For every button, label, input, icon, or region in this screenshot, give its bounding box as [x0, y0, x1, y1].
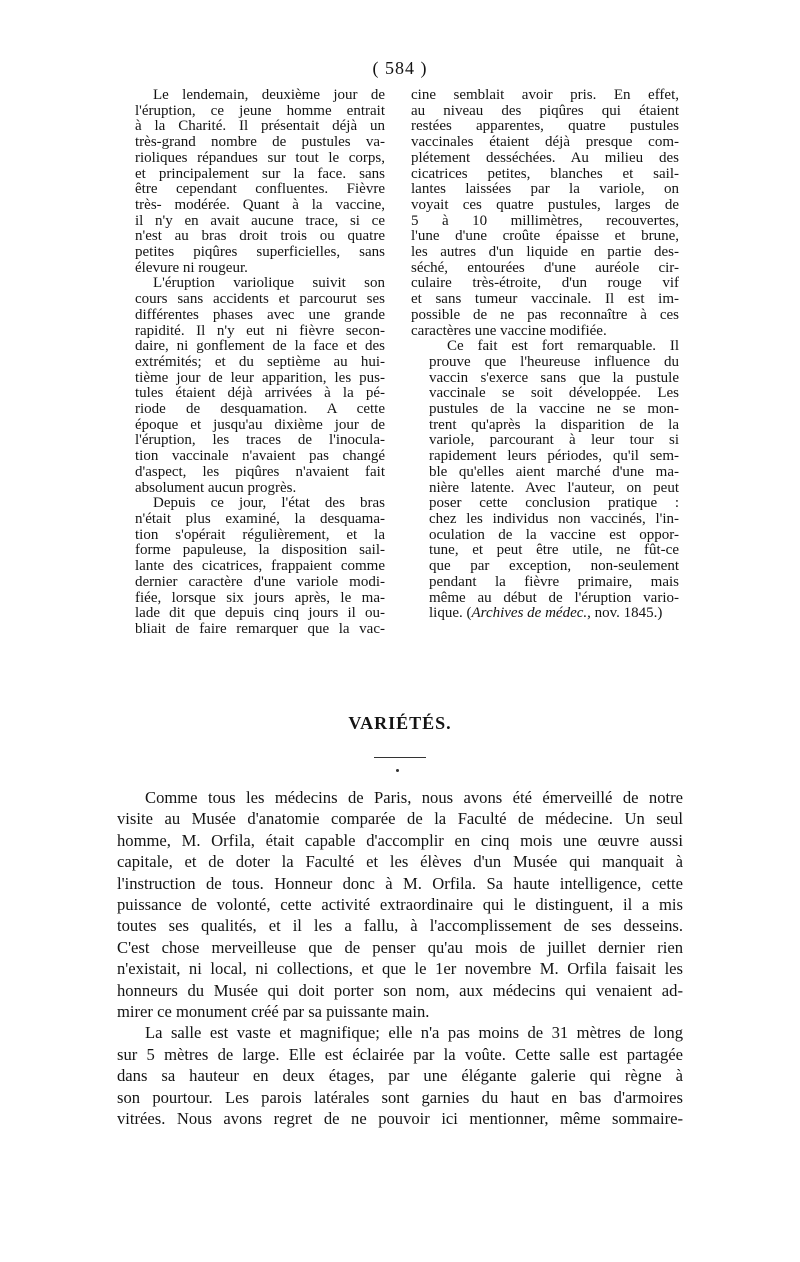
text-line: lantes laissées par la variole, on [411, 181, 679, 198]
text-line: sur 5 mètres de large. Elle est éclairée par la voûte. Cette salle est partagée [117, 1044, 683, 1064]
text-line: riode de desquamation. A cette [135, 401, 385, 418]
text-line: pendant la fièvre primaire, mais [429, 573, 679, 590]
text-line: que par exception, non-seulement [429, 558, 679, 575]
text-line: bliait de faire remarquer que la vac- [135, 620, 385, 637]
text-line: n'est au bras droit trois ou quatre [135, 228, 385, 245]
text-line: tion s'opérait régulièrement, et la [135, 526, 385, 543]
paragraph-lines [411, 339, 679, 606]
citation-source: Archives de médec. [471, 605, 588, 622]
text-line: vaccinales étaient déjà presque com- [411, 134, 679, 151]
paragraph [117, 787, 683, 1022]
text-line: séché, entourées d'une auréole cir- [411, 259, 679, 276]
text-line: et principalement sur la face. sans [135, 165, 385, 182]
text-line: C'est chose merveilleuse que de penser qu'au mois de juillet dernier rien [117, 937, 683, 957]
text-line: cours sans accidents et parcourut ses [135, 291, 385, 308]
text-line: visite au Musée d'anatomie comparée de la Faculté de médecine. Un seul [117, 809, 683, 829]
text-line: chez les individus non vaccinés, l'in- [429, 510, 679, 527]
text-line: même au début de l'éruption vario- [429, 589, 679, 606]
text-line: puissance de volonté, cette activité extraordinaire qui le distinguent, il a mis [117, 895, 683, 915]
text-line: pustules de la vaccine ne se mon- [429, 401, 679, 418]
text-line: différentes phases avec une grande [135, 306, 385, 323]
text-line: et sans tumeur vaccinale. Il est im- [411, 291, 679, 308]
text-line: époque et jusqu'au dixième jour de [135, 416, 385, 433]
text-line: tune, et peut être utile, ne fût-ce [429, 542, 679, 559]
text-line: vaccinale se soit développée. Les [429, 385, 679, 402]
text-line: très-grand nombre de pustules va- [135, 134, 385, 151]
text-line: trent qu'après la disparition de la [429, 416, 679, 433]
title-ornament [396, 769, 399, 772]
text-line: au niveau des piqûres qui étaient [411, 102, 679, 119]
text-line: Depuis ce jour, l'état des bras [153, 495, 385, 512]
text-line: La salle est vaste et magnifique; elle n'a pas moins de 31 mètres de long [145, 1023, 683, 1043]
text-line: l'une d'une croûte épaisse et brune, [411, 228, 679, 245]
text-line: l'instruction de tous. Honneur donc à M. Orfila. Sa haute intelligence, cette [117, 873, 683, 893]
text-line: oculation de la vaccine est oppor- [429, 526, 679, 543]
text-line: n'existait, ni local, ni collections, et que le 1er novembre M. Orfila faisait les [117, 959, 683, 979]
title-rule [374, 757, 426, 758]
text-line: rapidement leurs périodes, qu'il sem- [429, 448, 679, 465]
paragraph [411, 339, 679, 622]
text-line: culaire très-étroite, d'un rouge vif [411, 275, 679, 292]
text-line: L'éruption variolique suivit son [153, 275, 385, 292]
text-line: honneurs du Musée qui doit porter son nom, aux médecins qui venaient ad- [117, 980, 683, 1000]
text-line: d'aspect, les piqûres n'avaient fait [135, 463, 385, 480]
text-line: vitrées. Nous avons regret de ne pouvoir ici mentionner, même sommaire- [117, 1109, 683, 1129]
citation-prefix: lique. ( [429, 605, 472, 622]
text-line: extrémités; et du septième au hui- [135, 353, 385, 370]
text-line: prouve que l'heureuse influence du [429, 353, 679, 370]
text-line: ble qu'elles aient marché d'une ma- [429, 463, 679, 480]
text-line: plétement desséchées. Au milieu des [411, 149, 679, 166]
paragraph [117, 496, 385, 637]
paragraph [117, 1022, 683, 1129]
citation-suffix: , nov. 1845.) [587, 605, 663, 622]
text-line: Comme tous les médecins de Paris, nous avons été émerveillé de notre [145, 788, 683, 807]
text-line: il n'y en avait aucune trace, si ce [135, 212, 385, 229]
text-line: tième jour de leur apparition, les pus- [135, 369, 385, 386]
text-line: Le lendemain, deuxième jour de [153, 87, 385, 103]
section-title: VARIÉTÉS. [348, 713, 452, 733]
text-line: variole, parcourant à leur tour si [429, 432, 679, 449]
text-line: élevure ni rougeur. [135, 259, 248, 276]
text-line: capitale, et de doter la Faculté et les élèves d'un Musée qui manquait à [117, 852, 683, 872]
text-line [411, 606, 679, 622]
text-line: tules étaient déjà arrivées à la pé- [135, 385, 385, 402]
paragraph [117, 276, 385, 496]
text-line: forme papuleuse, la disposition sail- [135, 542, 385, 559]
text-line: très- modérée. Quant à la vaccine, [135, 196, 385, 213]
text-line: son pourtour. Les parois latérales sont garnies du haut en bas d'armoires [117, 1087, 683, 1107]
text-line: fiée, lorsque six jours après, le ma- [135, 589, 385, 606]
text-line: vaccin s'exerce sans que la pustule [429, 369, 679, 386]
text-line: cicatrices petites, blanches et sail- [411, 165, 679, 182]
text-line: restées apparentes, quatre pustules [411, 118, 679, 135]
text-line: l'éruption, les traces de l'inocula- [135, 432, 385, 449]
text-line: nière latente. Avec l'auteur, on peut [429, 479, 679, 496]
text-line: poser cette conclusion pratique : [429, 495, 679, 512]
varietes-body [117, 787, 683, 1130]
text-line: rioliques répandues sur tout le corps, [135, 149, 385, 166]
right-column [411, 88, 679, 622]
text-line: n'était plus examiné, la desquama- [135, 510, 385, 527]
text-line: petites piqûres superficielles, sans [135, 244, 385, 261]
text-line: daire, ni gonflement de la face et des [135, 338, 385, 355]
text-line: homme, M. Orfila, était capable d'accomplir en cinq mois une œuvre aussi [117, 830, 683, 850]
text-line: possible de ne pas reconnaître à ces [411, 306, 679, 323]
text-line: l'éruption, ce jeune homme entrait [135, 102, 385, 119]
text-line: dernier caractère d'une variole modi- [135, 573, 385, 590]
text-line: lade dit que depuis cinq jours il ou- [135, 605, 385, 622]
text-line: lante des cicatrices, frappaient comme [135, 558, 385, 575]
text-line: 5 à 10 millimètres, recouvertes, [411, 212, 679, 229]
text-line: dans sa hauteur en deux étages, par une élégante galerie qui règne à [117, 1066, 683, 1086]
text-line: à la Charité. Il présentait déjà un [135, 118, 385, 135]
page-number: ( 584 ) [372, 58, 428, 78]
text-line: les autres d'un liquide en partie des- [411, 244, 679, 261]
text-line: Ce fait est fort remarquable. Il [447, 338, 679, 355]
text-line: cine semblait avoir pris. En effet, [411, 87, 679, 103]
text-line: absolument aucun progrès. [135, 479, 297, 496]
text-line: mirer ce monument créé par sa puissante main. [117, 1002, 430, 1022]
text-line: toutes ses qualités, et il les a fallu, à l'accomplissement de ses desseins. [117, 916, 683, 936]
text-line: voyait ces quatre pustules, larges de [411, 196, 679, 213]
paragraph [411, 88, 679, 339]
left-column [117, 88, 385, 638]
text-line: caractères une vaccine modifiée. [411, 322, 607, 339]
text-line: tion vaccinale n'avaient pas changé [135, 448, 385, 465]
text-line: être cependant confluentes. Fièvre [135, 181, 385, 198]
text-line: rapidité. Il n'y eut ni fièvre secon- [135, 322, 385, 339]
paragraph [117, 88, 385, 276]
